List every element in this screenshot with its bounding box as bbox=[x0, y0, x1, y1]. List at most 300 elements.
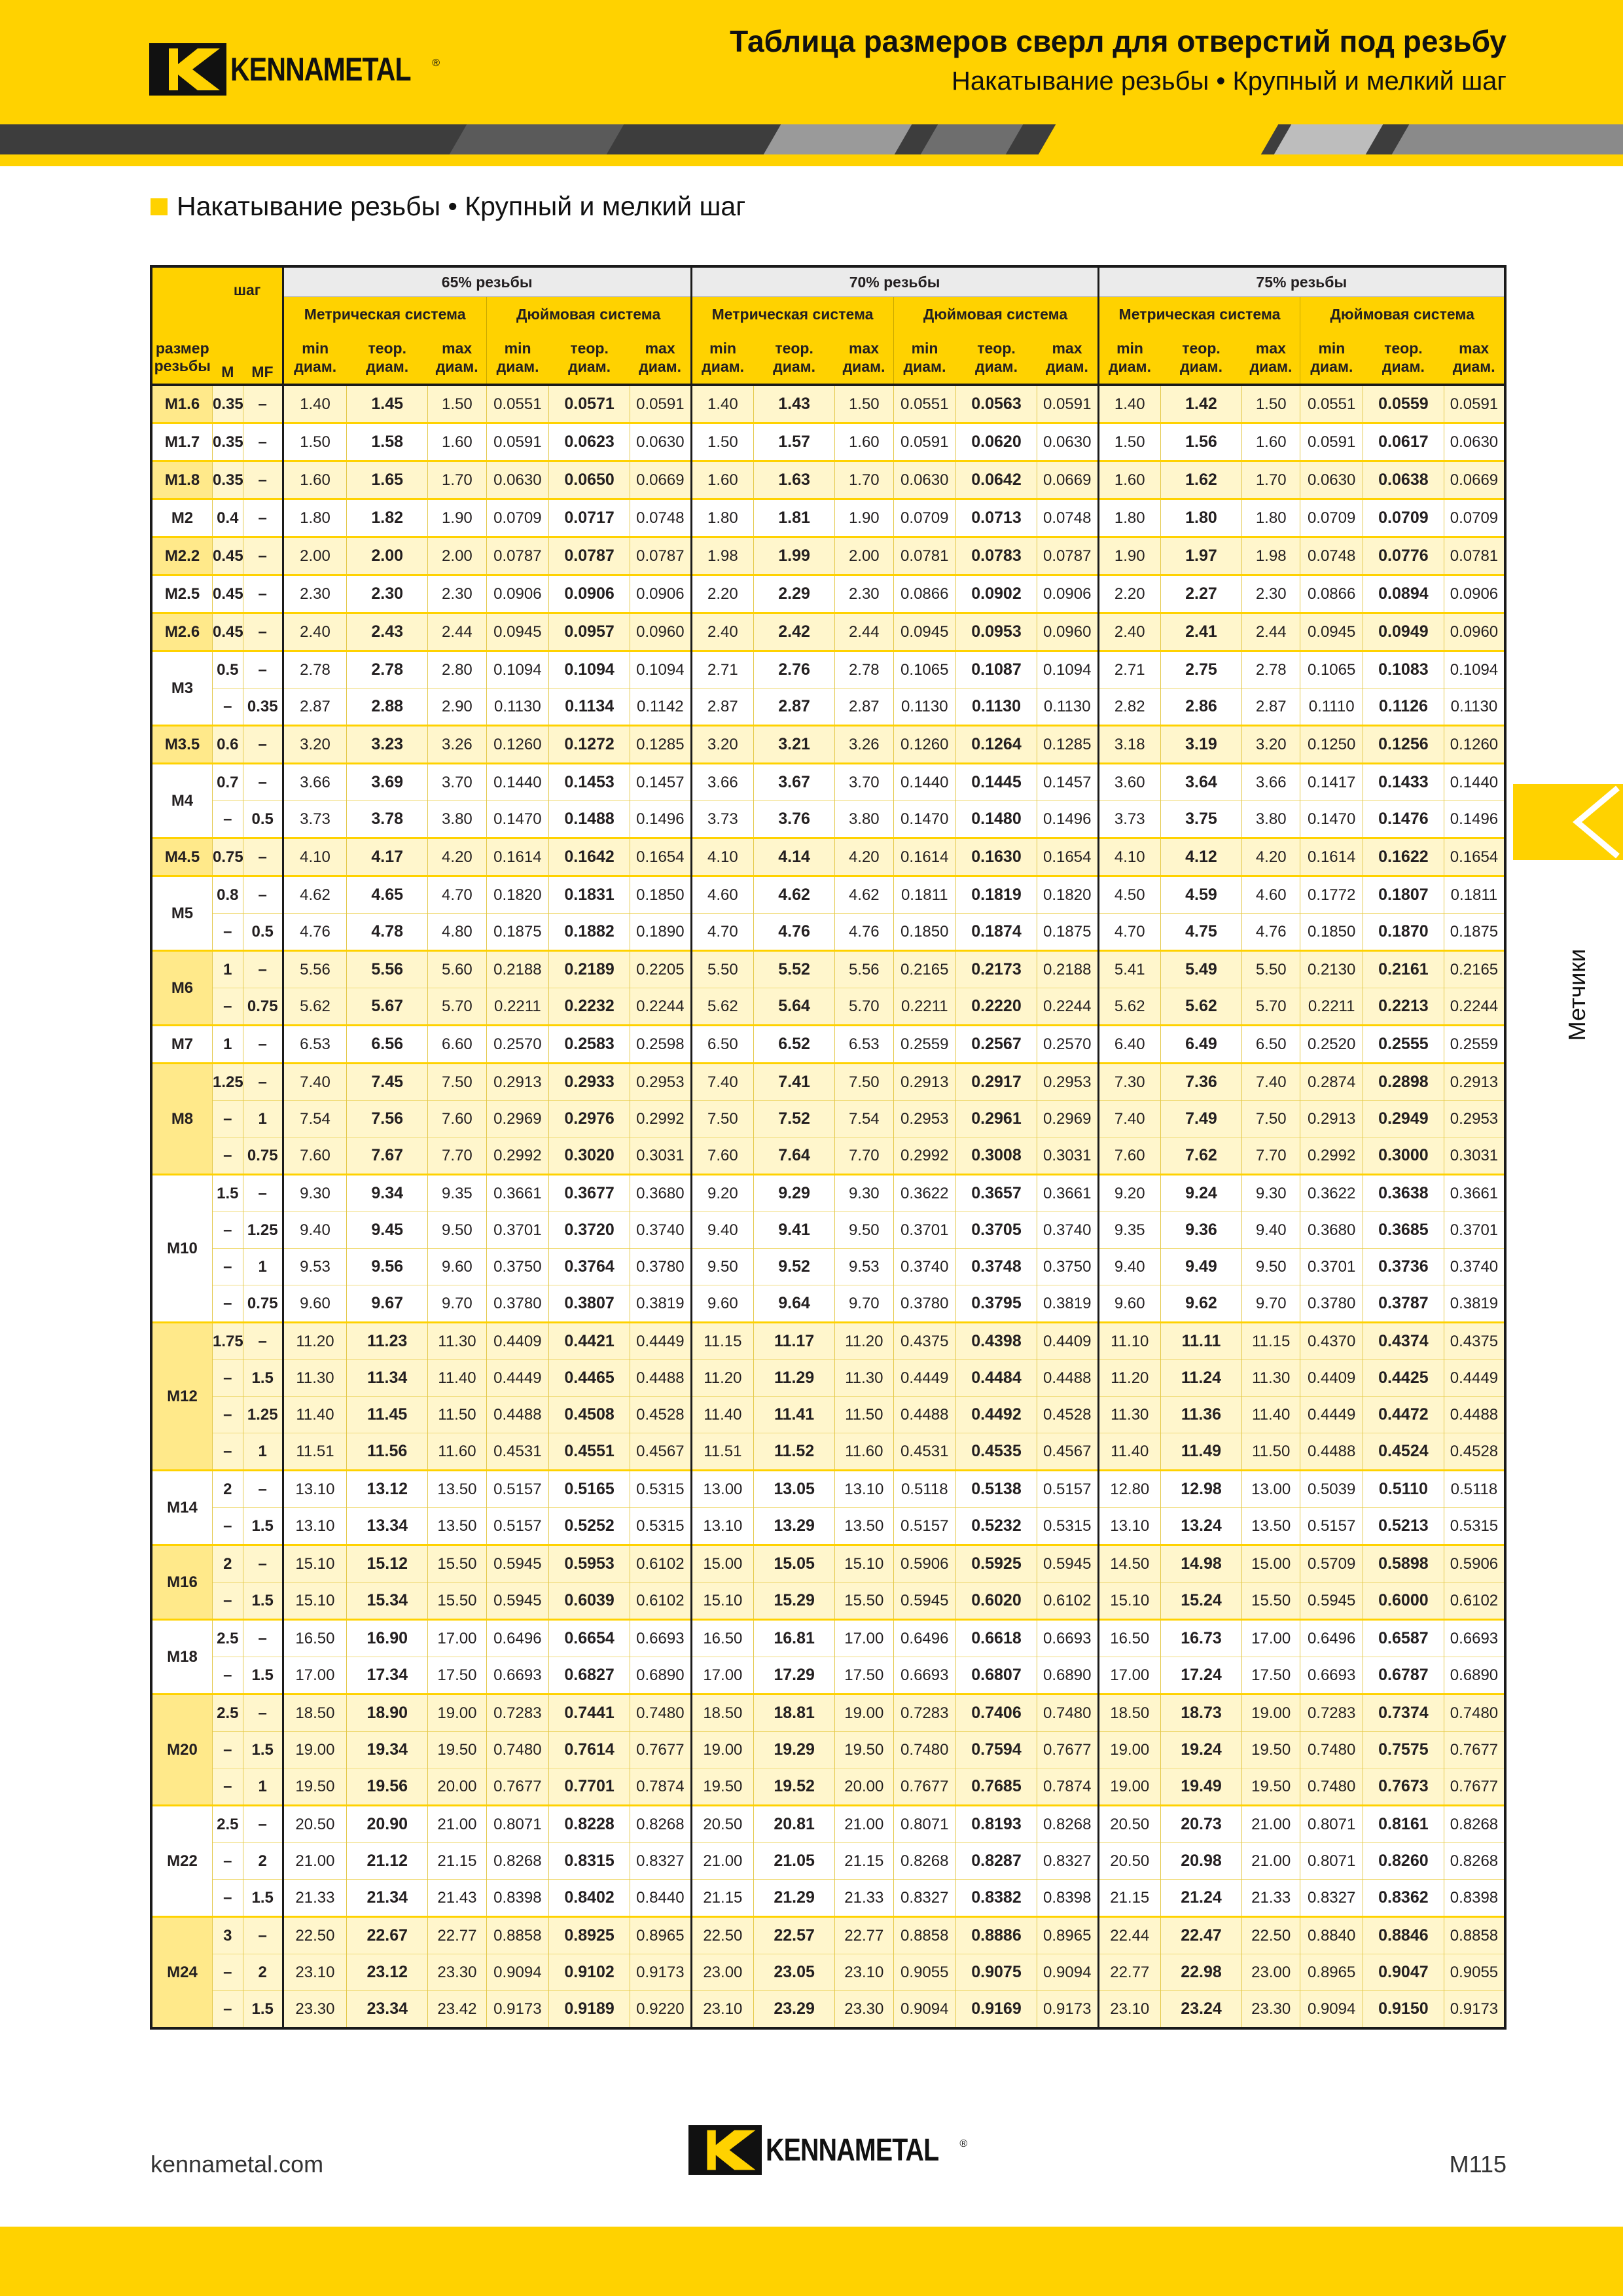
header-metric-75: Метрическая система bbox=[1098, 297, 1300, 332]
diameter-cell: 19.50 bbox=[691, 1768, 754, 1806]
table-row bbox=[151, 1843, 1505, 1880]
diameter-cell: 0.8886 bbox=[956, 1917, 1037, 1954]
footer-registered-mark: ® bbox=[959, 2138, 968, 2149]
diameter-cell: 2.44 bbox=[835, 613, 893, 651]
diameter-cell: 3.23 bbox=[347, 726, 428, 764]
diameter-cell: 17.00 bbox=[283, 1657, 347, 1695]
diameter-cell: 3.73 bbox=[1098, 801, 1161, 838]
diameter-cell: 0.4524 bbox=[1363, 1433, 1444, 1471]
diameter-cell: 2.71 bbox=[1098, 651, 1161, 689]
diameter-cell: 21.00 bbox=[1241, 1806, 1300, 1843]
diameter-cell: 0.8268 bbox=[1444, 1843, 1505, 1880]
header-size bbox=[151, 331, 212, 385]
footer-logo bbox=[688, 2125, 967, 2176]
diameter-cell: 23.24 bbox=[1161, 1991, 1242, 2029]
diameter-cell: 0.0783 bbox=[956, 537, 1037, 575]
diameter-cell: 0.3031 bbox=[1037, 1138, 1098, 1175]
diameter-cell: 23.42 bbox=[428, 1991, 486, 2029]
header-col-bottom: диам. bbox=[842, 358, 885, 375]
diameter-cell: 7.49 bbox=[1161, 1101, 1242, 1138]
diameter-cell: 19.29 bbox=[754, 1732, 835, 1768]
diameter-cell: 0.8402 bbox=[549, 1880, 630, 1917]
diameter-cell: 11.40 bbox=[428, 1360, 486, 1397]
header-col-bottom: диам. bbox=[773, 358, 816, 375]
diameter-cell: 0.3787 bbox=[1363, 1285, 1444, 1323]
pitch-m-cell: 0.35 bbox=[212, 461, 243, 499]
diameter-cell: 9.34 bbox=[347, 1175, 428, 1212]
diameter-cell: 4.14 bbox=[754, 838, 835, 876]
diameter-cell: 11.56 bbox=[347, 1433, 428, 1471]
stripe-underline bbox=[0, 154, 1623, 166]
diameter-cell: 23.00 bbox=[1241, 1954, 1300, 1991]
diameter-cell: 23.30 bbox=[1241, 1991, 1300, 2029]
table-row bbox=[151, 764, 1505, 801]
pitch-mf-cell: 0.5 bbox=[243, 914, 283, 951]
diameter-cell: 0.7480 bbox=[486, 1732, 549, 1768]
diameter-cell: 0.4551 bbox=[549, 1433, 630, 1471]
diameter-cell: 2.71 bbox=[691, 651, 754, 689]
diameter-cell: 7.70 bbox=[835, 1138, 893, 1175]
pitch-m-cell: – bbox=[212, 801, 243, 838]
diameter-cell: 11.60 bbox=[428, 1433, 486, 1471]
diameter-cell: 0.6807 bbox=[956, 1657, 1037, 1695]
diameter-cell: 0.5252 bbox=[549, 1508, 630, 1545]
pitch-mf-cell: – bbox=[243, 1545, 283, 1583]
diameter-cell: 19.00 bbox=[428, 1695, 486, 1732]
diameter-cell: 0.9173 bbox=[1444, 1991, 1505, 2029]
diameter-cell: 0.1614 bbox=[486, 838, 549, 876]
thread-size-cell: M2.2 bbox=[151, 537, 212, 575]
diameter-cell: 1.70 bbox=[835, 461, 893, 499]
diameter-cell: 0.0906 bbox=[1037, 575, 1098, 613]
header-size-top bbox=[151, 266, 212, 331]
table-row bbox=[151, 951, 1505, 988]
section-title bbox=[151, 191, 745, 222]
diameter-cell: 0.0591 bbox=[1037, 385, 1098, 423]
diameter-cell: 4.75 bbox=[1161, 914, 1242, 951]
diameter-cell: 0.5953 bbox=[549, 1545, 630, 1583]
section-title-text: Накатывание резьбы • Крупный и мелкий шаг bbox=[177, 191, 746, 221]
diameter-cell: 0.1272 bbox=[549, 726, 630, 764]
diameter-cell: 2.30 bbox=[347, 575, 428, 613]
table-row bbox=[151, 1471, 1505, 1508]
diameter-cell: 13.29 bbox=[754, 1508, 835, 1545]
diameter-cell: 0.0709 bbox=[1300, 499, 1363, 537]
table-row bbox=[151, 988, 1505, 1026]
side-tab-label-text: Метчики bbox=[1563, 948, 1590, 1041]
diameter-cell: 0.4449 bbox=[630, 1323, 692, 1360]
diameter-cell: 0.3701 bbox=[1444, 1212, 1505, 1249]
diameter-cell: 0.8965 bbox=[1037, 1917, 1098, 1954]
diameter-cell: 0.1470 bbox=[486, 801, 549, 838]
diameter-cell: 0.3780 bbox=[630, 1249, 692, 1285]
pitch-m-cell: – bbox=[212, 1397, 243, 1433]
diameter-cell: 0.7677 bbox=[1444, 1732, 1505, 1768]
diameter-cell: 4.76 bbox=[1241, 914, 1300, 951]
diameter-cell: 13.10 bbox=[283, 1508, 347, 1545]
thread-size-cell: M22 bbox=[151, 1806, 212, 1917]
diameter-cell: 0.2559 bbox=[1444, 1026, 1505, 1064]
table-row bbox=[151, 1101, 1505, 1138]
header-col-4-2 bbox=[1241, 331, 1300, 385]
diameter-cell: 13.00 bbox=[1241, 1471, 1300, 1508]
diameter-cell: 0.5138 bbox=[956, 1471, 1037, 1508]
diameter-cell: 6.60 bbox=[428, 1026, 486, 1064]
diameter-cell: 0.2874 bbox=[1300, 1064, 1363, 1101]
diameter-cell: 2.87 bbox=[691, 689, 754, 726]
diameter-cell: 0.4508 bbox=[549, 1397, 630, 1433]
diameter-cell: 0.9173 bbox=[1037, 1991, 1098, 2029]
diameter-cell: 0.3819 bbox=[1444, 1285, 1505, 1323]
pitch-mf-cell: 1.5 bbox=[243, 1508, 283, 1545]
diameter-cell: 15.50 bbox=[835, 1583, 893, 1620]
diameter-cell: 3.26 bbox=[428, 726, 486, 764]
thread-size-cell: M1.6 bbox=[151, 385, 212, 423]
thread-size-cell: M6 bbox=[151, 951, 212, 1026]
diameter-cell: 23.10 bbox=[691, 1991, 754, 2029]
diameter-cell: 15.50 bbox=[428, 1545, 486, 1583]
footer-url[interactable]: kennametal.com bbox=[151, 2151, 324, 2178]
diameter-cell: 0.0630 bbox=[630, 423, 692, 461]
diameter-cell: 20.50 bbox=[283, 1806, 347, 1843]
pitch-mf-cell: – bbox=[243, 461, 283, 499]
diameter-cell: 0.8161 bbox=[1363, 1806, 1444, 1843]
diameter-cell: 0.2165 bbox=[893, 951, 956, 988]
thread-size-cell: M12 bbox=[151, 1323, 212, 1471]
diameter-cell: 0.3764 bbox=[549, 1249, 630, 1285]
diameter-cell: 0.2130 bbox=[1300, 951, 1363, 988]
diameter-cell: 1.50 bbox=[835, 385, 893, 423]
diameter-cell: 14.98 bbox=[1161, 1545, 1242, 1583]
pitch-mf-cell: – bbox=[243, 876, 283, 914]
kennametal-k-icon bbox=[688, 2125, 762, 2176]
diameter-cell: 0.0669 bbox=[630, 461, 692, 499]
table-row bbox=[151, 575, 1505, 613]
diameter-cell: 0.1819 bbox=[956, 876, 1037, 914]
diameter-cell: 15.00 bbox=[1241, 1545, 1300, 1583]
diameter-cell: 7.54 bbox=[283, 1101, 347, 1138]
diameter-cell: 21.15 bbox=[835, 1843, 893, 1880]
diameter-cell: 0.1453 bbox=[549, 764, 630, 801]
diameter-cell: 0.1130 bbox=[1037, 689, 1098, 726]
diameter-cell: 7.70 bbox=[428, 1138, 486, 1175]
thread-size-cell: M2.6 bbox=[151, 613, 212, 651]
pitch-m-cell: 0.45 bbox=[212, 613, 243, 651]
diameter-cell: 6.52 bbox=[754, 1026, 835, 1064]
table-row bbox=[151, 1138, 1505, 1175]
header-col-bottom: диам. bbox=[639, 358, 682, 375]
diameter-cell: 0.0623 bbox=[549, 423, 630, 461]
diameter-cell: 20.50 bbox=[1098, 1843, 1161, 1880]
diameter-cell: 0.0591 bbox=[486, 423, 549, 461]
diameter-cell: 0.1614 bbox=[893, 838, 956, 876]
pitch-mf-cell: – bbox=[243, 1323, 283, 1360]
diameter-cell: 9.30 bbox=[283, 1175, 347, 1212]
diameter-cell: 0.1496 bbox=[1444, 801, 1505, 838]
diameter-cell: 0.4535 bbox=[956, 1433, 1037, 1471]
diameter-cell: 0.4492 bbox=[956, 1397, 1037, 1433]
pitch-mf-cell: – bbox=[243, 575, 283, 613]
header-group-70: 70% резьбы bbox=[691, 266, 1098, 297]
diameter-cell: 4.50 bbox=[1098, 876, 1161, 914]
diameter-cell: 19.50 bbox=[1241, 1732, 1300, 1768]
diameter-cell: 0.2244 bbox=[630, 988, 692, 1026]
diameter-cell: 0.5157 bbox=[1300, 1508, 1363, 1545]
diameter-cell: 6.50 bbox=[691, 1026, 754, 1064]
diameter-cell: 11.20 bbox=[835, 1323, 893, 1360]
diameter-cell: 20.00 bbox=[835, 1768, 893, 1806]
diameter-cell: 21.05 bbox=[754, 1843, 835, 1880]
diameter-cell: 1.98 bbox=[691, 537, 754, 575]
pitch-mf-cell: 1.5 bbox=[243, 1583, 283, 1620]
diameter-cell: 21.15 bbox=[1098, 1880, 1161, 1917]
diameter-cell: 0.2188 bbox=[1037, 951, 1098, 988]
header-col-2-1 bbox=[754, 331, 835, 385]
diameter-cell: 0.4370 bbox=[1300, 1323, 1363, 1360]
diameter-cell: 2.42 bbox=[754, 613, 835, 651]
diameter-cell: 0.6827 bbox=[549, 1657, 630, 1695]
table-row bbox=[151, 1249, 1505, 1285]
diameter-cell: 0.3780 bbox=[486, 1285, 549, 1323]
header-col-top: теор. bbox=[1182, 340, 1221, 357]
diameter-cell: 5.64 bbox=[754, 988, 835, 1026]
diameter-cell: 19.00 bbox=[1098, 1768, 1161, 1806]
diameter-cell: 11.23 bbox=[347, 1323, 428, 1360]
pitch-mf-cell: – bbox=[243, 1064, 283, 1101]
diameter-cell: 0.5945 bbox=[1300, 1583, 1363, 1620]
diameter-cell: 13.00 bbox=[691, 1471, 754, 1508]
diameter-cell: 0.1130 bbox=[1444, 689, 1505, 726]
diameter-cell: 11.20 bbox=[691, 1360, 754, 1397]
thread-size-cell: M16 bbox=[151, 1545, 212, 1620]
header-col-bottom: диам. bbox=[1046, 358, 1088, 375]
diameter-cell: 0.3661 bbox=[486, 1175, 549, 1212]
header-col-top: теор. bbox=[1384, 340, 1423, 357]
diameter-cell: 0.7677 bbox=[486, 1768, 549, 1806]
diameter-cell: 6.53 bbox=[283, 1026, 347, 1064]
diameter-cell: 0.2913 bbox=[1300, 1101, 1363, 1138]
thread-size-cell: M2.5 bbox=[151, 575, 212, 613]
diameter-cell: 0.0945 bbox=[893, 613, 956, 651]
page-title: Таблица размеров сверл для отверстий под резьбу bbox=[730, 24, 1507, 58]
diameter-cell: 2.82 bbox=[1098, 689, 1161, 726]
diameter-cell: 0.3705 bbox=[956, 1212, 1037, 1249]
header-col-top: min bbox=[911, 340, 938, 357]
diameter-cell: 0.9220 bbox=[630, 1991, 692, 2029]
diameter-cell: 0.2244 bbox=[1444, 988, 1505, 1026]
diameter-cell: 1.81 bbox=[754, 499, 835, 537]
diameter-cell: 23.00 bbox=[691, 1954, 754, 1991]
diameter-cell: 0.2969 bbox=[1037, 1101, 1098, 1138]
diameter-cell: 0.0960 bbox=[1037, 613, 1098, 651]
diameter-cell: 3.66 bbox=[691, 764, 754, 801]
diameter-cell: 0.7480 bbox=[893, 1732, 956, 1768]
diameter-cell: 0.1890 bbox=[630, 914, 692, 951]
diameter-cell: 11.40 bbox=[1241, 1397, 1300, 1433]
diameter-cell: 0.2917 bbox=[956, 1064, 1037, 1101]
diameter-cell: 0.3031 bbox=[630, 1138, 692, 1175]
diameter-cell: 0.2189 bbox=[549, 951, 630, 988]
table-row bbox=[151, 1768, 1505, 1806]
diameter-cell: 1.90 bbox=[1098, 537, 1161, 575]
diameter-cell: 0.3680 bbox=[630, 1175, 692, 1212]
diameter-cell: 9.53 bbox=[835, 1249, 893, 1285]
diameter-cell: 1.80 bbox=[691, 499, 754, 537]
diameter-cell: 0.1264 bbox=[956, 726, 1037, 764]
diameter-cell: 11.10 bbox=[1098, 1323, 1161, 1360]
pitch-mf-cell: – bbox=[243, 537, 283, 575]
diameter-cell: 1.43 bbox=[754, 385, 835, 423]
diameter-cell: 3.21 bbox=[754, 726, 835, 764]
diameter-cell: 0.3661 bbox=[1444, 1175, 1505, 1212]
header-col-top: max bbox=[645, 340, 675, 357]
pitch-m-cell: – bbox=[212, 1954, 243, 1991]
diameter-cell: 15.10 bbox=[691, 1583, 754, 1620]
diameter-cell: 17.00 bbox=[428, 1620, 486, 1657]
diameter-cell: 9.20 bbox=[1098, 1175, 1161, 1212]
pitch-m-cell: 0.35 bbox=[212, 423, 243, 461]
diameter-cell: 0.3750 bbox=[486, 1249, 549, 1285]
diameter-cell: 0.7480 bbox=[1037, 1695, 1098, 1732]
diameter-cell: 0.0866 bbox=[893, 575, 956, 613]
footer-bar bbox=[0, 2227, 1623, 2296]
diameter-cell: 22.57 bbox=[754, 1917, 835, 1954]
diameter-cell: 1.42 bbox=[1161, 385, 1242, 423]
pitch-m-cell: 2.5 bbox=[212, 1806, 243, 1843]
header-inch-75: Дюймовая система bbox=[1300, 297, 1505, 332]
diameter-cell: 4.17 bbox=[347, 838, 428, 876]
header-col-1-0 bbox=[486, 331, 549, 385]
thread-size-cell: M1.7 bbox=[151, 423, 212, 461]
diameter-cell: 0.0953 bbox=[956, 613, 1037, 651]
diameter-cell: 0.1250 bbox=[1300, 726, 1363, 764]
diameter-cell: 0.9102 bbox=[549, 1954, 630, 1991]
diameter-cell: 0.0945 bbox=[486, 613, 549, 651]
header-col-5-0 bbox=[1300, 331, 1363, 385]
diameter-cell: 0.7480 bbox=[1444, 1695, 1505, 1732]
diameter-cell: 11.30 bbox=[835, 1360, 893, 1397]
thread-size-cell: M5 bbox=[151, 876, 212, 951]
pitch-mf-cell: 2 bbox=[243, 1954, 283, 1991]
diameter-cell: 0.2949 bbox=[1363, 1101, 1444, 1138]
diameter-cell: 7.67 bbox=[347, 1138, 428, 1175]
diameter-cell: 0.4421 bbox=[549, 1323, 630, 1360]
table-row bbox=[151, 1545, 1505, 1583]
diameter-cell: 3.19 bbox=[1161, 726, 1242, 764]
thread-size-cell: M20 bbox=[151, 1695, 212, 1806]
diameter-cell: 0.6587 bbox=[1363, 1620, 1444, 1657]
header-inch-70: Дюймовая система bbox=[893, 297, 1098, 332]
diameter-cell: 0.8440 bbox=[630, 1880, 692, 1917]
table-row bbox=[151, 1880, 1505, 1917]
diameter-cell: 0.0945 bbox=[1300, 613, 1363, 651]
diameter-cell: 0.5709 bbox=[1300, 1545, 1363, 1583]
diameter-cell: 9.35 bbox=[428, 1175, 486, 1212]
diameter-cell: 23.10 bbox=[1098, 1991, 1161, 2029]
diameter-cell: 0.5039 bbox=[1300, 1471, 1363, 1508]
diameter-cell: 0.1882 bbox=[549, 914, 630, 951]
diameter-cell: 1.60 bbox=[691, 461, 754, 499]
diameter-cell: 0.0787 bbox=[549, 537, 630, 575]
diameter-cell: 0.1457 bbox=[630, 764, 692, 801]
diameter-cell: 0.2570 bbox=[486, 1026, 549, 1064]
diameter-cell: 0.7701 bbox=[549, 1768, 630, 1806]
diameter-cell: 15.10 bbox=[283, 1545, 347, 1583]
pitch-mf-cell: 1.5 bbox=[243, 1880, 283, 1917]
diameter-cell: 0.8268 bbox=[893, 1843, 956, 1880]
diameter-cell: 11.36 bbox=[1161, 1397, 1242, 1433]
diameter-cell: 0.8327 bbox=[1037, 1843, 1098, 1880]
header-metric-70: Метрическая система bbox=[691, 297, 893, 332]
header-col-top: max bbox=[1052, 340, 1082, 357]
pitch-mf-cell: 1.5 bbox=[243, 1732, 283, 1768]
diameter-cell: 0.8382 bbox=[956, 1880, 1037, 1917]
diameter-cell: 0.0748 bbox=[630, 499, 692, 537]
diameter-cell: 1.70 bbox=[1241, 461, 1300, 499]
diameter-cell: 0.7677 bbox=[630, 1732, 692, 1768]
diameter-cell: 0.5906 bbox=[1444, 1545, 1505, 1583]
diameter-cell: 6.53 bbox=[835, 1026, 893, 1064]
header-col-top: теор. bbox=[977, 340, 1016, 357]
diameter-cell: 0.5110 bbox=[1363, 1471, 1444, 1508]
diameter-cell: 1.50 bbox=[691, 423, 754, 461]
diameter-cell: 9.30 bbox=[1241, 1175, 1300, 1212]
table-row bbox=[151, 1064, 1505, 1101]
diameter-cell: 0.1440 bbox=[1444, 764, 1505, 801]
diameter-cell: 4.62 bbox=[835, 876, 893, 914]
diameter-cell: 7.62 bbox=[1161, 1138, 1242, 1175]
diameter-cell: 0.9047 bbox=[1363, 1954, 1444, 1991]
table-row bbox=[151, 1433, 1505, 1471]
diameter-cell: 0.0630 bbox=[1444, 423, 1505, 461]
diameter-cell: 4.76 bbox=[835, 914, 893, 951]
diameter-cell: 0.0906 bbox=[1444, 575, 1505, 613]
diameter-cell: 4.78 bbox=[347, 914, 428, 951]
diameter-cell: 7.52 bbox=[754, 1101, 835, 1138]
pitch-mf-cell: 0.35 bbox=[243, 689, 283, 726]
diameter-cell: 0.1440 bbox=[893, 764, 956, 801]
diameter-cell: 0.1820 bbox=[1037, 876, 1098, 914]
diameter-cell: 0.7677 bbox=[1444, 1768, 1505, 1806]
diameter-cell: 0.2220 bbox=[956, 988, 1037, 1026]
diameter-cell: 7.60 bbox=[691, 1138, 754, 1175]
diameter-cell: 0.1630 bbox=[956, 838, 1037, 876]
diameter-cell: 2.78 bbox=[347, 651, 428, 689]
diameter-cell: 9.70 bbox=[835, 1285, 893, 1323]
diameter-cell: 11.45 bbox=[347, 1397, 428, 1433]
diameter-cell: 9.45 bbox=[347, 1212, 428, 1249]
diameter-cell: 0.0551 bbox=[1300, 385, 1363, 423]
table-row bbox=[151, 1583, 1505, 1620]
table-row bbox=[151, 385, 1505, 423]
table-body bbox=[151, 385, 1505, 2028]
diameter-cell: 0.3819 bbox=[1037, 1285, 1098, 1323]
diameter-cell: 0.8327 bbox=[630, 1843, 692, 1880]
diameter-cell: 4.10 bbox=[691, 838, 754, 876]
diameter-cell: 11.30 bbox=[428, 1323, 486, 1360]
diameter-cell: 0.9150 bbox=[1363, 1991, 1444, 2029]
pitch-m-cell: – bbox=[212, 1285, 243, 1323]
pitch-m-cell: – bbox=[212, 1880, 243, 1917]
diameter-cell: 9.52 bbox=[754, 1249, 835, 1285]
diameter-cell: 0.1820 bbox=[486, 876, 549, 914]
diameter-cell: 5.62 bbox=[283, 988, 347, 1026]
pitch-m-cell: 0.6 bbox=[212, 726, 243, 764]
header-col-bottom: диам. bbox=[975, 358, 1018, 375]
diameter-cell: 1.50 bbox=[1241, 385, 1300, 423]
diameter-cell: 18.50 bbox=[283, 1695, 347, 1732]
diameter-cell: 16.50 bbox=[1098, 1620, 1161, 1657]
